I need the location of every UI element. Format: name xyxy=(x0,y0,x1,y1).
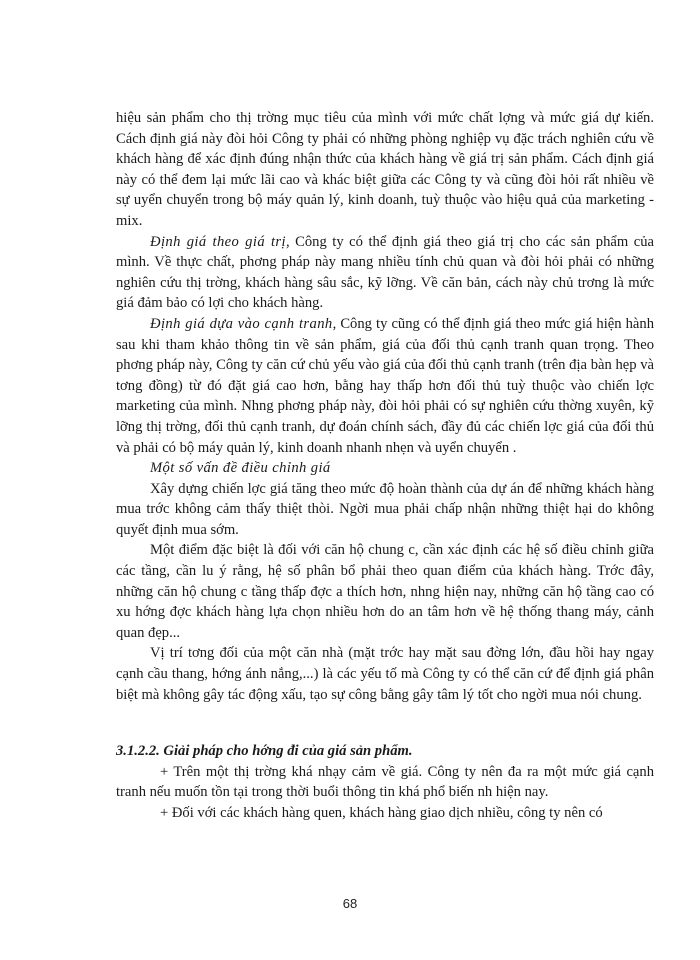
paragraph-value-pricing xyxy=(116,232,654,314)
italic-lead: Định giá theo giá trị xyxy=(150,233,286,250)
paragraph-apartment xyxy=(116,540,654,643)
bullet-item: + Trên một thị trờng khá nhạy cảm về giá. Công ty nên đa ra một mức giá cạnh tranh nếu muốn tồn tại trong thời buổi thông tin khá phổ biến nh hiện nay. xyxy=(116,763,654,801)
subheading-price-adjustment xyxy=(116,458,654,479)
paragraph-text: , Công ty có thể định giá theo giá trị cho các sản phẩm của mình. Về thực chất, phơng pháp này mang nhiều tính chủ quan và đòi hỏi phải có những nghiên cứu thị trờng, khách hàng sâu sắc, kỹ lỡng. Về căn bản, cách này chủ trơng là mức giá đảm bảo có lợi cho khách hàng. xyxy=(116,233,654,312)
italic-lead: Định giá dựa vào cạnh tranh xyxy=(150,315,333,332)
bullet-item: + Đối với các khách hàng quen, khách hàng giao dịch nhiều, công ty nên có xyxy=(160,805,603,821)
paragraph-intro xyxy=(116,108,654,232)
paragraph-text: hiệu sản phẩm cho thị trờng mục tiêu của mình với mức chất lợng và mức giá dự kiến. Cách định giá này đòi hỏi Công ty phải có những phòng nghiệp vụ đặc trách nghiên cứu về khách hàng để xác định đúng nhận thức của khách hàng về giá trị sản phẩm. Cách định giá này có thể đem lại mức lãi cao và khác biệt giữa các Công ty và cũng đòi hỏi rất nhiều về sự uyển chuyển trong bộ máy quản lý, kinh doanh, tuỳ thuộc vào hiệu quả của marketing - mix. xyxy=(116,110,654,229)
paragraph-location xyxy=(116,643,654,705)
paragraph-competition-pricing xyxy=(116,314,654,458)
page-number: 68 xyxy=(342,896,358,911)
italic-lead: Một số vấn đề điều chỉnh giá xyxy=(150,460,331,477)
paragraph-strategy xyxy=(116,479,654,541)
paragraph-text: Vị trí tơng đối của một căn nhà (mặt trớc hay mặt sau đờng lớn, đầu hồi hay ngay cạnh cầu thang, hớng ánh nắng,...) là các yếu tố mà Công ty có thể căn cứ để định giá phân biệt mà không gây tác động xấu, tạo sự công bằng gây tâm lý tốt cho ngời mua nói chung. xyxy=(116,645,654,703)
paragraph-text: Một điểm đặc biệt là đối với căn hộ chung c, cần xác định các hệ số điều chỉnh giữa các tầng, cần lu ý rằng, hệ số phân bổ phải theo quan điểm của khách hàng. Trớc đây, những căn hộ chung c tầng thấp đợc a thích hơn, nhng hiện nay, những căn hộ tầng cao có xu hớng đợc khách hàng lựa chọn nhiều hơn do an tâm hơn về hệ thống thang máy, cảnh quan đẹp... xyxy=(116,542,654,641)
paragraph-text: Xây dựng chiến lợc giá tăng theo mức độ hoàn thành của dự án để những khách hàng mua trớc không cảm thấy thiệt thòi. Ngời mua phải chấp nhận những thiệt hại do không quyết định mua sớm. xyxy=(116,480,654,538)
page-body xyxy=(116,108,654,824)
section-heading: 3.1.2.2. Giải pháp cho hớng đi của giá sản phẩm. xyxy=(116,743,413,760)
paragraph-text: , Công ty cũng có thể định giá theo mức giá hiện hành sau khi tham khảo thông tin về sản phẩm, giá của đối thủ cạnh tranh quan trọng. Theo phơng pháp này, Công ty căn cứ chủ yếu vào giá của đối thủ cạnh tranh (trên địa bàn hẹp và tơng đồng) từ đó đặt giá cao hơn, bằng hay thấp hơn đối thủ tuỳ thuộc vào chiến lợc marketing của mình. Nhng phơng pháp này, đòi hỏi phải có sự nghiên cứu thờng xuyên, kỹ lỡng thị trờng, đối thủ cạnh tranh, dự đoán chính sách, đầy đủ các chiến lợc giá của đối thủ và phải có bộ máy quản lý, kinh doanh nhanh nhẹn và uyển chuyển . xyxy=(116,315,654,456)
